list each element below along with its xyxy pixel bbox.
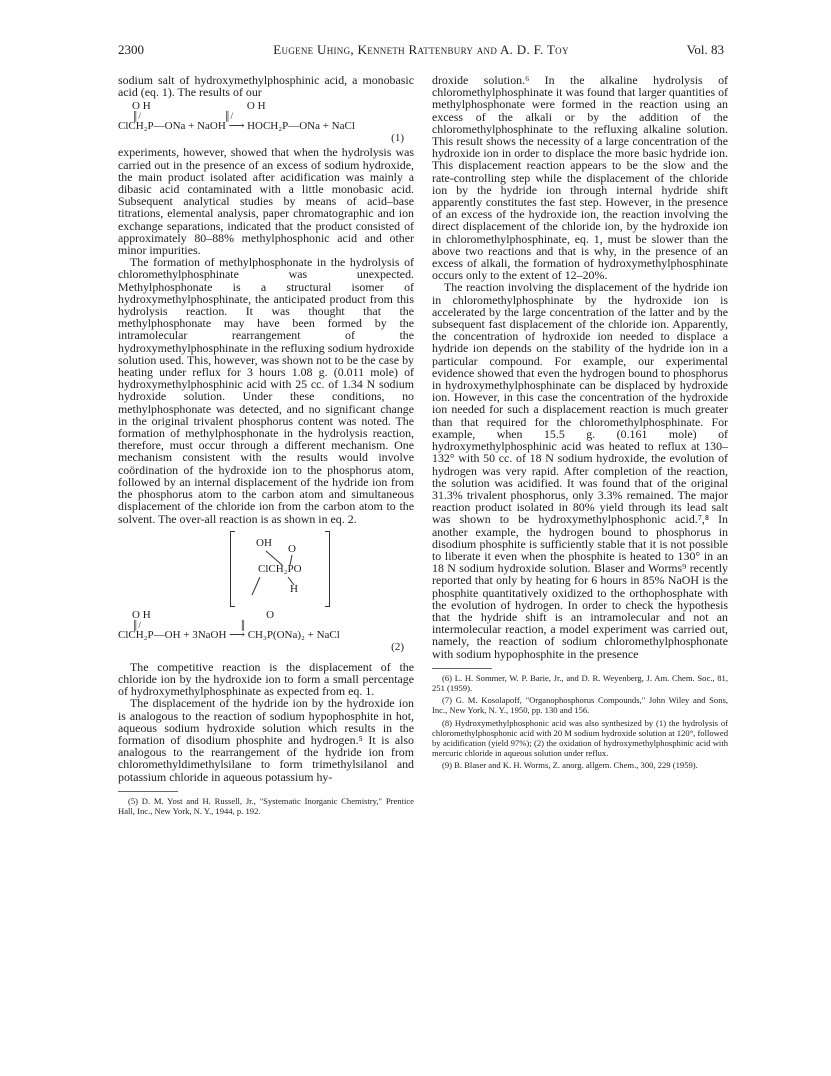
footnote-8: (8) Hydroxymethylphosphonic acid was also synthesized by (1) the hydrolysis of chloromethylphosphonic acid with 20 M sodium hydroxide solution at 120°, followed by acidification (yield 97%); (2) the oxidation of hydroxymethylphosphinic acid with mercuric chloride in aqueous solution under reflux. (432, 717, 728, 759)
transition-state-structure (230, 531, 330, 607)
running-header (118, 42, 724, 62)
paragraph: The competitive reaction is the displacement of the chloride ion by the hydroxide ion to form a small percentage of hydroxymethylphosphinate as expected from eq. 1. (118, 659, 414, 699)
equation-2-main: ClCH₂P—OH + 3NaOH ⟶ CH₃P(ONa)₂ + NaCl (118, 628, 340, 641)
footnote-7: (7) G. M. Kosolapoff, "Organophosphorus Compounds," John Wiley and Sons, Inc., New York, N. Y., 1950, pp. 130 and 156. (432, 695, 728, 716)
volume-label: Vol. 83 (686, 42, 724, 57)
equation-1-bonds: ║/ ║/ (132, 111, 234, 122)
paragraph: experiments, however, showed that when the hydrolysis was carried out in the presence of an excess of sodium hydroxide, the main product isolated after acidification was mainly a dibasic acid contaminated with a little monobasic acid. Subsequent analytical studies by means of acid–base titrations, elemental analysis, paper chromatographic and ion exchange separations, indicated that the product consisted of approximately 80–88% methylphosphonic acid and other minor impurities. (118, 145, 414, 258)
paragraph: The reaction involving the displacement of the hydride ion in chloromethylphosphinate by the hydroxide ion is accelerated by the large concentration of the latter and by the subsequent fast displacement of the chloride ion. Apparently, the concentration of hydroxide ion needed to displace a hydride ion depends on the stability of the hydride ion in a particular compound. For example, our experimental evidence showed that even the hydrogen bound to phosphorus in hydroxymethylphosphinate can be displaced by hydroxide ion. However, in this case the concentration of the hydroxide ion needed for such a displacement reaction is much greater than that required for the chloromethylphosphinate. For example, when 15.5 g. (0.161 mole) of hydroxymethylphosphinic acid was heated to reflux at 130–132° with 50 cc. of 18 N sodium hydroxide, the evolution of hydrogen was very rapid. After completion of the reaction, the solution was acidified. It was found that of the original 31.3% trivalent phosphorus, only 3.3% remained. The major reaction product isolated in 80% yield through its lead salt was shown to be hydroxymethylphosphonic acid.⁷,⁸ In another example, the hydrogen bound to phosphorus in disodium phosphite is sufficiently stable that it is not possible to liberate it even when the phosphite is heated to 130° in an 18 N sodium hydroxide solution. Blaser and Worms⁹ recently reported that only by heating for 6 hours in 85% NaOH is the phosphite quantitatively oxidized to the orthophosphate with the evolution of hydrogen. In order to check the hypothesis that the hydride shift is an intramolecular and not an intermolecular reaction, a model experiment was carried out, namely, the reaction of sodium chloromethylphosphonate with sodium hypophosphite in the presence (432, 280, 728, 661)
struct-core: ClCH₂PO (258, 562, 302, 575)
equation-2 (118, 609, 414, 653)
equation-1-main: ClCH₂P—ONa + NaOH ⟶ HOCH₂P—ONa + NaCl (118, 120, 355, 133)
equation-2-bonds: ║/ ║ (132, 619, 247, 630)
right-column (432, 74, 728, 773)
paragraph: The formation of methylphosphonate in the hydrolysis of chloromethylphosphinate was unexpected. Methylphosphonate is a structural isomer of hydroxymethylphosphinate, the anticipated product from this hydrolysis reaction. It was thought that the methylphosphonate may have been formed by the intramolecular rearrangement of the hydroxymethylphosphinate in the refluxing sodium hydroxide solution used. This, however, was shown not to be the case by heating under reflux for 3 hours 1.08 g. (0.011 mole) of hydroxymethylphosphinic acid with 25 cc. of 1.34 N sodium hydroxide solution. Under these conditions, no methylphosphonate was detected, and no significant change in the original trivalent phosphorus content was noted. The formation of methylphosphonate in the hydrolysis reaction, therefore, must occur through a different mechanism. One mechanism consistent with the results would involve coördination of the hydroxide ion to the phosphorus atom, followed by an internal displacement of the hydride ion from the phosphorus atom to the carbon atom and simultaneous displacement of the chloride ion from the carbon atom to the solvent. The over-all reaction is as shown in eq. 2. (118, 255, 414, 526)
page-number: 2300 (118, 42, 144, 57)
struct-bonds (230, 531, 330, 607)
equation-2-top: O H O (132, 608, 275, 621)
struct-oh: OH (256, 536, 272, 549)
footnote-rule (432, 668, 492, 669)
equation-1-top: O H O H (132, 100, 266, 113)
paragraph: droxide solution.⁶ In the alkaline hydrolysis of chloromethylphosphinate it was found that larger quantities of methylphosphonate were formed in the reaction using an excess of the alkali or by the addition of the chloromethylphosphinate to the refluxing alkaline solution. This result shows the necessity of a large concentration of the hydroxide ion in order to displace the more basic hydride ion. This displacement reaction appears to be the slow and the rate-controlling step while the displacement of the chloride ion by the hydride ion through internal hydride shift apparently constitutes the fast step. However, in the presence of an excess of the hydroxide ion, the reaction involving the direct displacement of the chloride ion, by the hydroxide ion in chloromethylphosphinate, eq. 1, must be slower than the above two reactions and that is why, in the presence of an excess of alkali, the formation of hydroxymethylphosphinate occurs only to the extent of 12–20%. (432, 73, 728, 283)
struct-o: O (288, 542, 296, 555)
footnote-6: (6) L. H. Sommer, W. P. Barie, Jr., and D. R. Weyenberg, J. Am. Chem. Soc., 81, 251 (1959). (432, 672, 728, 693)
equation-2-number: (2) (391, 640, 404, 653)
equation-1-number: (1) (391, 132, 404, 145)
paragraph: The displacement of the hydride ion by the hydroxide ion is analogous to the reaction of sodium hypophosphite in hot, aqueous sodium hydroxide solution which results in the formation of disodium phosphite and hydrogen.⁵ It is also analogous to the rearrangement of the hydride ion from chloromethyldimethylsilane to form trimethylsilanol and potassium chloride in aqueous potassium hy- (118, 696, 414, 784)
footnote-5: (5) D. M. Yost and H. Russell, Jr., "Systematic Inorganic Chemistry," Prentice Hall, Inc., New York, N. Y., 1944, p. 192. (118, 795, 414, 816)
running-authors: Eugene Uhing, Kenneth Rattenbury and A. D. F. Toy (273, 42, 569, 57)
equation-1 (118, 100, 414, 144)
struct-h: H (290, 582, 298, 595)
left-column (118, 74, 414, 818)
footnote-9: (9) B. Blaser and K. H. Worms, Z. anorg. allgem. Chem., 300, 229 (1959). (442, 760, 698, 771)
footnote-rule (118, 791, 178, 792)
paragraph: sodium salt of hydroxymethylphosphinic acid, a monobasic acid (eq. 1). The results of our (118, 73, 414, 100)
